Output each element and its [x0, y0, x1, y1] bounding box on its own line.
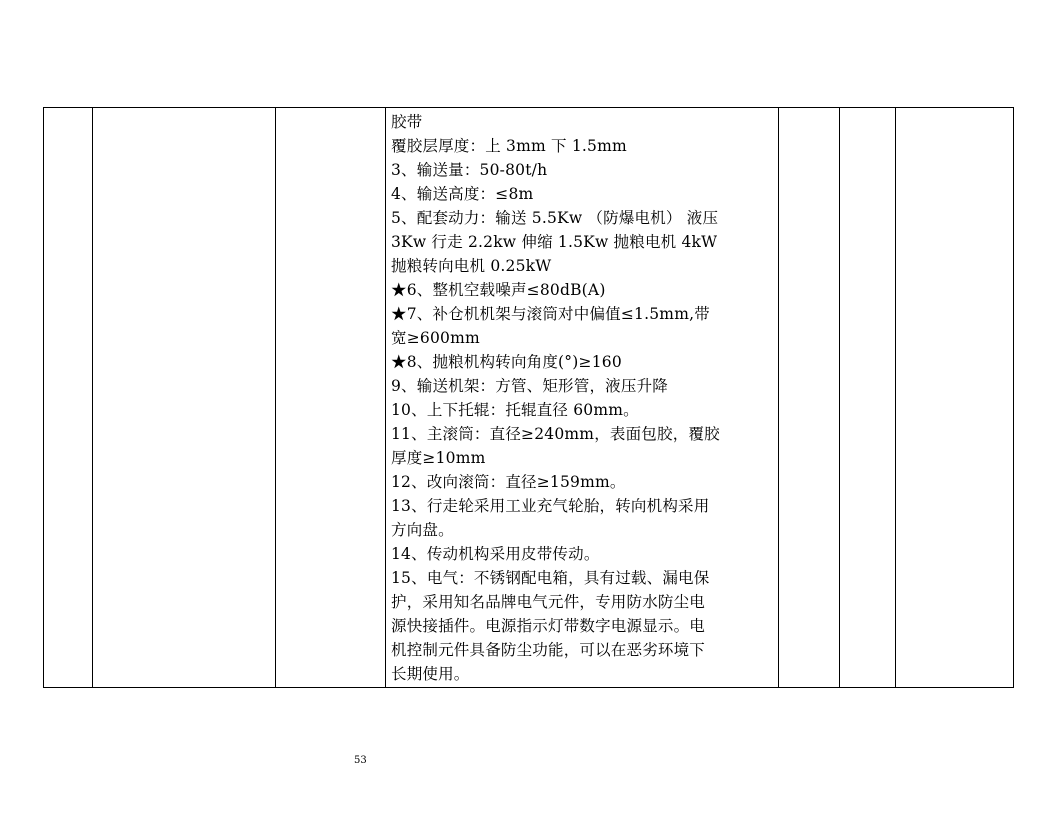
spec-line: 14、传动机构采用皮带传动。 — [391, 545, 600, 563]
table-cell-name — [93, 108, 276, 688]
spec-line: 护，采用知名品牌电气元件，专用防水防尘电 — [391, 593, 706, 611]
spec-line: 13、行走轮采用工业充气轮胎，转向机构采用 — [391, 497, 710, 515]
table-cell-remarks — [896, 108, 1014, 688]
spec-line: 抛粮转向电机 0.25kW — [391, 257, 552, 275]
table-cell-quantity — [840, 108, 896, 688]
spec-line: 机控制元件具备防尘功能，可以在恶劣环境下 — [391, 641, 706, 659]
spec-line: 3Kw 行走 2.2kw 伸缩 1.5Kw 抛粮电机 4kW — [391, 233, 718, 251]
spec-line: 覆胶层厚度：上 3mm 下 1.5mm — [391, 137, 627, 155]
spec-line: ★6、整机空载噪声≤80dB(A) — [391, 281, 606, 299]
spec-line: 厚度≥10mm — [391, 449, 486, 467]
table-cell-spec — [386, 108, 779, 688]
table-cell-model — [276, 108, 386, 688]
spec-line: 3、输送量：50-80t/h — [391, 161, 548, 179]
spec-line: 方向盘。 — [391, 521, 454, 539]
spec-line: 胶带 — [391, 113, 423, 131]
spec-line: 9、输送机架：方管、矩形管，液压升降 — [391, 377, 668, 395]
spec-line: 宽≥600mm — [391, 329, 480, 347]
spec-line: 4、输送高度：≤8m — [391, 185, 534, 203]
table-cell-unit — [779, 108, 840, 688]
spec-line: 5、配套动力：输送 5.5Kw （防爆电机） 液压 — [391, 209, 719, 227]
page-number: 53 — [354, 755, 367, 766]
spec-line: 11、主滚筒：直径≥240mm，表面包胶，覆胶 — [391, 425, 720, 443]
table-cell-index — [44, 108, 93, 688]
spec-line: ★8、抛粮机构转向角度(°)≥160 — [391, 353, 622, 371]
table-row — [44, 108, 1014, 688]
spec-line: 源快接插件。电源指示灯带数字电源显示。电 — [391, 617, 706, 635]
spec-table — [43, 107, 1014, 688]
spec-line: 长期使用。 — [391, 665, 470, 683]
spec-line: 12、改向滚筒：直径≥159mm。 — [391, 473, 626, 491]
spec-line: 15、电气：不锈钢配电箱，具有过载、漏电保 — [391, 569, 710, 587]
spec-line: ★7、补仓机机架与滚筒对中偏值≤1.5mm,带 — [391, 305, 710, 323]
spec-line: 10、上下托辊：托辊直径 60mm。 — [391, 401, 639, 419]
